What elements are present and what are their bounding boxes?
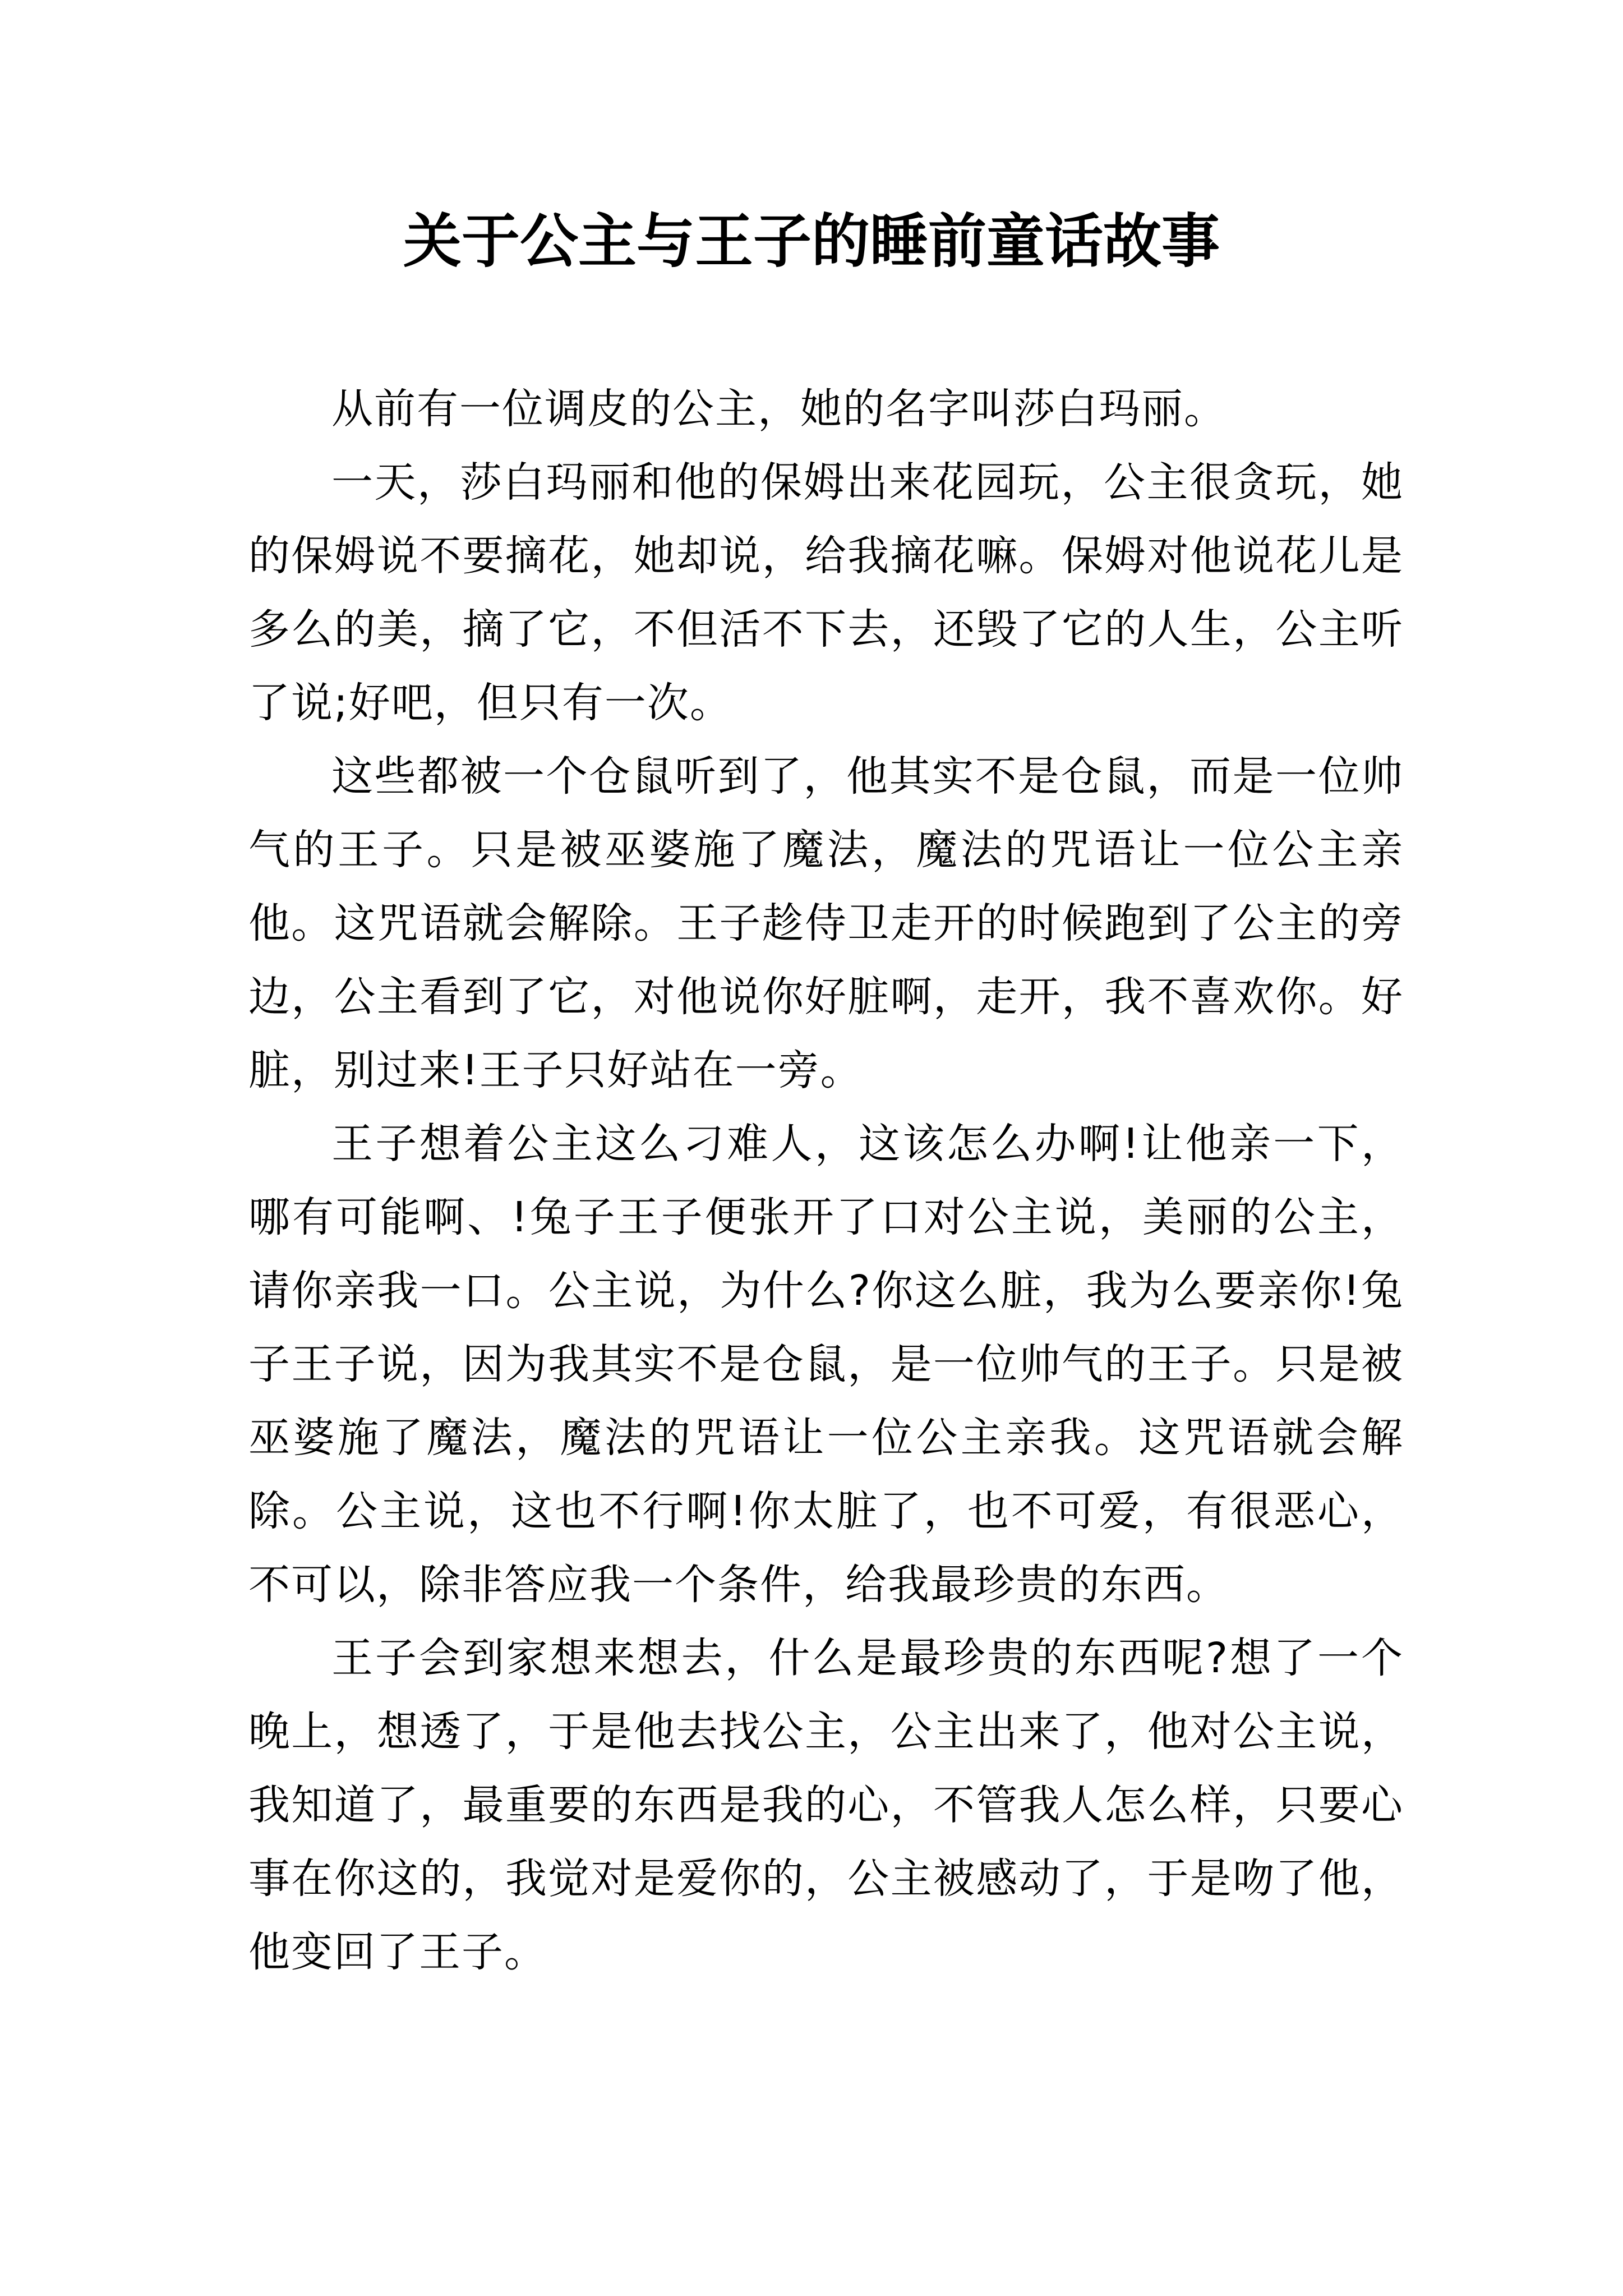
paragraph: 王子会到家想来想去，什么是最珍贵的东西呢?想了一个晚上，想透了，于是他去找公主，公主出来了，他对公主说，我知道了，最重要的东西是我的心，不管我人怎么样，只要心事在你这的，我觉对是爱你的，公主被感动了，于是吻了他，他变回了王子。 xyxy=(248,1634,1404,1976)
paragraph: 王子想着公主这么刁难人，这该怎么办啊!让他亲一下，哪有可能啊、!兔子王子便张开了口对公主说，美丽的公主，请你亲我一口。公主说，为什么?你这么脏，我为么要亲你!兔子王子说，因为我其实不是仓鼠，是一位帅气的王子。只是被巫婆施了魔法，魔法的咒语让一位公主亲我。这咒语就会解除。公主说，这也不行啊!你太脏了，也不可爱，有很恶心，不可以，除非答应我一个条件，给我最珍贵的东西。 xyxy=(248,1120,1404,1609)
paragraph: 从前有一位调皮的公主，她的名字叫莎白玛丽。 xyxy=(331,385,1227,433)
document-title: 关于公主与王子的睡前童话故事 xyxy=(403,206,1220,275)
document-body xyxy=(248,372,1404,1989)
paragraph: 一天，莎白玛丽和他的保姆出来花园玩，公主很贪玩，她的保姆说不要摘花，她却说，给我摘花嘛。保姆对他说花儿是多么的美，摘了它，不但活不下去，还毁了它的人生，公主听了说;好吧，但只有一次。 xyxy=(248,458,1404,727)
paragraph: 这些都被一个仓鼠听到了，他其实不是仓鼠，而是一位帅气的王子。只是被巫婆施了魔法，魔法的咒语让一位公主亲他。这咒语就会解除。王子趁侍卫走开的时候跑到了公主的旁边，公主看到了它，对他说你好脏啊，走开，我不喜欢你。好脏，别过来!王子只好站在一旁。 xyxy=(248,752,1404,1094)
